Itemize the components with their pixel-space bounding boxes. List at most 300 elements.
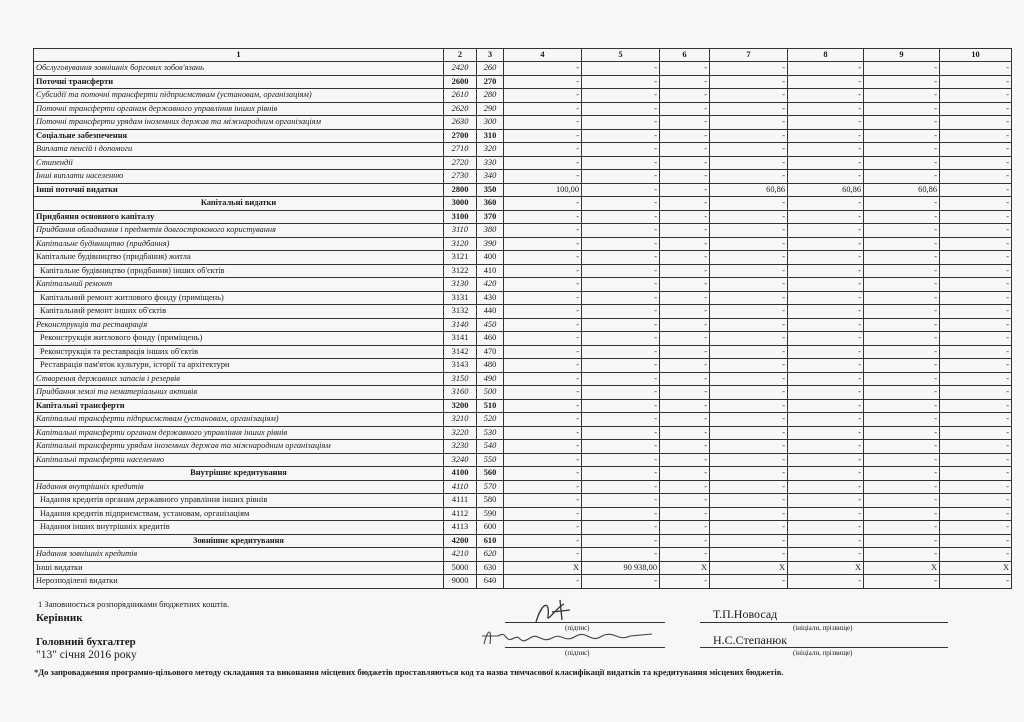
- row-code-kekv: 2630: [444, 116, 477, 130]
- row-code-line: 480: [477, 359, 504, 373]
- row-value: 90 938,00: [582, 561, 660, 575]
- row-name: Обслуговування зовнішніх боргових зобов'язань: [34, 62, 444, 76]
- table-row: [34, 561, 1012, 575]
- row-code-line: 570: [477, 480, 504, 494]
- row-value: -: [940, 332, 1012, 346]
- row-value: -: [788, 264, 864, 278]
- row-value: -: [710, 210, 788, 224]
- row-value: -: [582, 278, 660, 292]
- row-value: -: [582, 264, 660, 278]
- table-row: [34, 345, 1012, 359]
- row-value: -: [788, 62, 864, 76]
- row-code-kekv: 3110: [444, 224, 477, 238]
- table-row: [34, 467, 1012, 481]
- row-value: -: [864, 62, 940, 76]
- row-value: -: [788, 372, 864, 386]
- row-value: -: [788, 386, 864, 400]
- row-value: -: [582, 467, 660, 481]
- row-value: -: [660, 318, 710, 332]
- row-code-line: 530: [477, 426, 504, 440]
- row-value: -: [582, 210, 660, 224]
- row-code-line: 630: [477, 561, 504, 575]
- row-value: -: [582, 521, 660, 535]
- table-row: [34, 291, 1012, 305]
- row-code-kekv: 3160: [444, 386, 477, 400]
- row-value: -: [940, 102, 1012, 116]
- row-code-kekv: 4210: [444, 548, 477, 562]
- row-value: -: [582, 183, 660, 197]
- row-name: Капітальні трансферти: [34, 399, 444, 413]
- row-value: -: [660, 224, 710, 238]
- row-value: -: [660, 278, 710, 292]
- row-name: Зовнішнє кредитування: [34, 534, 444, 548]
- row-value: 60,86: [788, 183, 864, 197]
- row-code-line: 410: [477, 264, 504, 278]
- row-code-kekv: 3120: [444, 237, 477, 251]
- row-name: Поточні трансферти урядам іноземних держав та міжнародним організаціям: [34, 116, 444, 130]
- row-value: -: [940, 467, 1012, 481]
- row-value: -: [504, 170, 582, 184]
- classification-note: *До запровадження програмно-цільового методу складання та виконання місцевих бюджетів проставляються код та назва тимчасової класифікації видатків та кредитування місцевих бюджетів.: [34, 667, 784, 677]
- table-row: [34, 332, 1012, 346]
- row-value: -: [660, 480, 710, 494]
- row-value: -: [660, 548, 710, 562]
- row-code-kekv: 3140: [444, 318, 477, 332]
- row-value: -: [940, 143, 1012, 157]
- row-value: -: [710, 143, 788, 157]
- row-value: -: [504, 278, 582, 292]
- row-value: -: [504, 413, 582, 427]
- row-name: Інші поточні видатки: [34, 183, 444, 197]
- row-code-kekv: 4110: [444, 480, 477, 494]
- row-value: -: [504, 453, 582, 467]
- table-row: [34, 359, 1012, 373]
- row-value: -: [940, 75, 1012, 89]
- table-row: [34, 224, 1012, 238]
- row-value: -: [710, 507, 788, 521]
- row-value: -: [710, 534, 788, 548]
- row-code-kekv: 3130: [444, 278, 477, 292]
- row-name: Капітальні трансферти органам державного управління інших рівнів: [34, 426, 444, 440]
- row-value: -: [788, 345, 864, 359]
- row-code-line: 260: [477, 62, 504, 76]
- row-value: -: [940, 318, 1012, 332]
- row-code-line: 400: [477, 251, 504, 265]
- row-value: -: [940, 548, 1012, 562]
- row-value: -: [788, 548, 864, 562]
- row-value: -: [864, 197, 940, 211]
- row-value: -: [940, 129, 1012, 143]
- row-value: -: [660, 197, 710, 211]
- row-code-line: 290: [477, 102, 504, 116]
- row-value: -: [864, 386, 940, 400]
- row-value: -: [864, 129, 940, 143]
- row-value: -: [940, 197, 1012, 211]
- row-value: -: [710, 170, 788, 184]
- row-name: Капітальні трансферти підприємствам (установам, організаціям): [34, 413, 444, 427]
- row-code-line: 460: [477, 332, 504, 346]
- manager-signature-caption: (підпис): [565, 624, 590, 632]
- row-value: -: [864, 480, 940, 494]
- row-code-kekv: 4200: [444, 534, 477, 548]
- table-row: [34, 264, 1012, 278]
- row-value: -: [788, 291, 864, 305]
- table-row: [34, 480, 1012, 494]
- row-code-kekv: 3220: [444, 426, 477, 440]
- row-value: -: [504, 237, 582, 251]
- manager-name: Т.П.Новосад: [713, 607, 778, 621]
- row-name: Інші виплати населенню: [34, 170, 444, 184]
- row-value: -: [864, 440, 940, 454]
- row-value: -: [864, 494, 940, 508]
- row-value: -: [864, 89, 940, 103]
- row-code-kekv: 3210: [444, 413, 477, 427]
- row-value: -: [660, 129, 710, 143]
- row-value: -: [504, 89, 582, 103]
- row-value: -: [940, 521, 1012, 535]
- row-name: Капітальне будівництво (придбання): [34, 237, 444, 251]
- row-code-line: 430: [477, 291, 504, 305]
- row-value: -: [504, 197, 582, 211]
- row-value: -: [582, 480, 660, 494]
- row-value: -: [660, 264, 710, 278]
- row-code-line: 580: [477, 494, 504, 508]
- row-value: -: [660, 467, 710, 481]
- row-value: -: [710, 453, 788, 467]
- row-value: -: [504, 372, 582, 386]
- row-name: Капітальний ремонт інших об'єктів: [34, 305, 444, 319]
- row-value: -: [660, 305, 710, 319]
- table-row: [34, 305, 1012, 319]
- row-name: Капітальний ремонт житлового фонду (приміщень): [34, 291, 444, 305]
- row-name: Реконструкція житлового фонду (приміщень): [34, 332, 444, 346]
- row-value: -: [788, 575, 864, 589]
- table-row: [34, 521, 1012, 535]
- row-value: -: [940, 507, 1012, 521]
- row-value: -: [710, 197, 788, 211]
- row-value: -: [864, 507, 940, 521]
- manager-signature-line: [505, 622, 665, 623]
- table-row: [34, 318, 1012, 332]
- table-row: [34, 534, 1012, 548]
- row-value: -: [788, 480, 864, 494]
- row-name: Нерозподілені видатки: [34, 575, 444, 589]
- row-value: -: [864, 467, 940, 481]
- row-value: -: [940, 480, 1012, 494]
- row-name: Поточні трансферти органам державного управління інших рівнів: [34, 102, 444, 116]
- row-value: -: [660, 453, 710, 467]
- row-value: -: [660, 494, 710, 508]
- row-value: -: [660, 89, 710, 103]
- row-code-line: 300: [477, 116, 504, 130]
- row-value: -: [940, 291, 1012, 305]
- row-value: -: [710, 318, 788, 332]
- row-code-line: 600: [477, 521, 504, 535]
- row-value: -: [582, 116, 660, 130]
- row-code-kekv: 2610: [444, 89, 477, 103]
- table-row: [34, 116, 1012, 130]
- row-value: -: [788, 534, 864, 548]
- row-value: -: [710, 426, 788, 440]
- row-value: -: [788, 318, 864, 332]
- row-value: X: [940, 561, 1012, 575]
- row-value: -: [504, 62, 582, 76]
- row-value: -: [504, 224, 582, 238]
- row-value: -: [710, 237, 788, 251]
- row-code-line: 340: [477, 170, 504, 184]
- row-value: -: [582, 413, 660, 427]
- row-code-line: 620: [477, 548, 504, 562]
- row-value: -: [864, 237, 940, 251]
- row-value: -: [504, 480, 582, 494]
- header-cell: 3: [477, 49, 504, 62]
- row-value: -: [504, 521, 582, 535]
- row-name: Капітальні видатки: [34, 197, 444, 211]
- row-value: -: [710, 156, 788, 170]
- row-value: -: [582, 372, 660, 386]
- row-value: -: [582, 453, 660, 467]
- row-value: -: [504, 210, 582, 224]
- row-value: -: [660, 237, 710, 251]
- table-row: [34, 494, 1012, 508]
- row-value: -: [710, 440, 788, 454]
- row-value: -: [504, 75, 582, 89]
- row-value: -: [504, 251, 582, 265]
- row-value: -: [940, 156, 1012, 170]
- row-value: -: [504, 426, 582, 440]
- row-code-kekv: 3100: [444, 210, 477, 224]
- row-value: -: [788, 426, 864, 440]
- row-value: -: [504, 291, 582, 305]
- row-value: -: [660, 291, 710, 305]
- table-row: [34, 89, 1012, 103]
- row-code-line: 330: [477, 156, 504, 170]
- row-value: -: [504, 129, 582, 143]
- row-code-line: 310: [477, 129, 504, 143]
- header-cell: 8: [788, 49, 864, 62]
- row-value: -: [940, 116, 1012, 130]
- row-name: Реконструкція та реставрація: [34, 318, 444, 332]
- row-value: -: [710, 575, 788, 589]
- row-name: Створення державних запасів і резервів: [34, 372, 444, 386]
- row-value: -: [710, 251, 788, 265]
- row-code-kekv: 3240: [444, 453, 477, 467]
- row-value: -: [864, 75, 940, 89]
- row-code-line: 380: [477, 224, 504, 238]
- row-code-kekv: 2600: [444, 75, 477, 89]
- row-code-kekv: 3200: [444, 399, 477, 413]
- table-row: [34, 170, 1012, 184]
- row-value: -: [710, 548, 788, 562]
- expenditure-table: [33, 48, 1012, 589]
- row-code-line: 590: [477, 507, 504, 521]
- row-code-kekv: 3142: [444, 345, 477, 359]
- row-name: Поточні трансферти: [34, 75, 444, 89]
- row-value: -: [660, 359, 710, 373]
- row-code-kekv: 9000: [444, 575, 477, 589]
- row-value: -: [660, 507, 710, 521]
- row-value: -: [582, 575, 660, 589]
- row-code-kekv: 2800: [444, 183, 477, 197]
- row-value: -: [582, 386, 660, 400]
- row-value: -: [940, 89, 1012, 103]
- row-value: -: [864, 305, 940, 319]
- row-value: -: [582, 426, 660, 440]
- row-value: -: [660, 575, 710, 589]
- row-value: -: [788, 224, 864, 238]
- row-value: -: [582, 332, 660, 346]
- row-value: -: [582, 129, 660, 143]
- header-row: [34, 49, 1012, 62]
- table-row: [34, 197, 1012, 211]
- row-value: -: [710, 521, 788, 535]
- row-value: -: [864, 372, 940, 386]
- row-code-line: 520: [477, 413, 504, 427]
- row-value: -: [940, 62, 1012, 76]
- row-name: Реконструкція та реставрація інших об'єктів: [34, 345, 444, 359]
- accountant-signature-caption: (підпис): [565, 649, 590, 657]
- row-value: -: [940, 534, 1012, 548]
- row-value: -: [710, 359, 788, 373]
- table-row: [34, 413, 1012, 427]
- row-value: -: [504, 534, 582, 548]
- row-value: -: [940, 440, 1012, 454]
- row-value: -: [940, 426, 1012, 440]
- row-value: -: [710, 372, 788, 386]
- table-row: [34, 62, 1012, 76]
- row-value: -: [864, 521, 940, 535]
- row-value: -: [710, 62, 788, 76]
- row-value: -: [788, 170, 864, 184]
- row-name: Надання інших внутрішніх кредитів: [34, 521, 444, 535]
- row-code-line: 370: [477, 210, 504, 224]
- row-code-line: 360: [477, 197, 504, 211]
- row-value: 60,86: [864, 183, 940, 197]
- row-value: -: [710, 494, 788, 508]
- row-name: Надання внутрішніх кредитів: [34, 480, 444, 494]
- row-value: -: [582, 494, 660, 508]
- row-value: -: [660, 332, 710, 346]
- row-value: -: [940, 264, 1012, 278]
- row-value: -: [710, 264, 788, 278]
- table-row: [34, 386, 1012, 400]
- row-value: -: [582, 102, 660, 116]
- row-value: -: [788, 278, 864, 292]
- row-value: -: [582, 548, 660, 562]
- row-value: -: [582, 62, 660, 76]
- row-value: -: [660, 345, 710, 359]
- row-value: -: [864, 399, 940, 413]
- row-value: -: [788, 440, 864, 454]
- row-name: Інші видатки: [34, 561, 444, 575]
- row-value: -: [504, 143, 582, 157]
- row-value: -: [940, 575, 1012, 589]
- row-code-kekv: 2700: [444, 129, 477, 143]
- accountant-name-line: [700, 647, 948, 648]
- row-value: -: [788, 494, 864, 508]
- table-row: [34, 453, 1012, 467]
- row-value: 100,00: [504, 183, 582, 197]
- row-value: -: [864, 291, 940, 305]
- row-value: -: [660, 413, 710, 427]
- row-value: -: [504, 494, 582, 508]
- row-value: -: [582, 170, 660, 184]
- row-value: -: [788, 305, 864, 319]
- table-row: [34, 237, 1012, 251]
- row-value: -: [582, 156, 660, 170]
- table-row: [34, 426, 1012, 440]
- table-row: [34, 251, 1012, 265]
- row-code-line: 350: [477, 183, 504, 197]
- row-value: -: [864, 426, 940, 440]
- row-value: -: [582, 291, 660, 305]
- row-value: -: [582, 143, 660, 157]
- row-name: Субсидії та поточні трансферти підприємствам (установам, організаціям): [34, 89, 444, 103]
- row-value: -: [864, 156, 940, 170]
- row-name: Надання кредитів органам державного управління інших рівнів: [34, 494, 444, 508]
- row-value: -: [864, 278, 940, 292]
- row-value: -: [788, 116, 864, 130]
- row-value: -: [788, 156, 864, 170]
- row-code-kekv: 3131: [444, 291, 477, 305]
- row-value: -: [582, 399, 660, 413]
- row-value: -: [660, 116, 710, 130]
- row-value: -: [660, 426, 710, 440]
- row-code-line: 320: [477, 143, 504, 157]
- table-row: [34, 156, 1012, 170]
- accountant-name: Н.С.Степанюк: [713, 633, 788, 647]
- row-value: -: [504, 116, 582, 130]
- row-value: -: [582, 534, 660, 548]
- row-value: -: [940, 210, 1012, 224]
- row-code-kekv: 3132: [444, 305, 477, 319]
- row-value: -: [864, 264, 940, 278]
- table-row: [34, 575, 1012, 589]
- table-body: [34, 49, 1012, 589]
- table-row: [34, 548, 1012, 562]
- table-row: [34, 102, 1012, 116]
- row-value: -: [710, 345, 788, 359]
- row-value: -: [788, 413, 864, 427]
- row-value: -: [940, 494, 1012, 508]
- row-value: -: [788, 521, 864, 535]
- row-name: Стипендії: [34, 156, 444, 170]
- header-cell: 9: [864, 49, 940, 62]
- row-value: -: [660, 170, 710, 184]
- row-code-kekv: 2720: [444, 156, 477, 170]
- row-value: -: [940, 224, 1012, 238]
- row-value: -: [710, 291, 788, 305]
- accountant-label: Головний бухгалтер: [36, 636, 136, 648]
- row-code-line: 280: [477, 89, 504, 103]
- row-value: -: [660, 210, 710, 224]
- row-value: -: [788, 197, 864, 211]
- row-value: -: [504, 264, 582, 278]
- row-code-kekv: 4113: [444, 521, 477, 535]
- row-value: -: [864, 170, 940, 184]
- row-value: -: [660, 62, 710, 76]
- row-code-line: 640: [477, 575, 504, 589]
- row-name: Надання зовнішніх кредитів: [34, 548, 444, 562]
- row-code-line: 390: [477, 237, 504, 251]
- table-row: [34, 210, 1012, 224]
- row-value: -: [660, 440, 710, 454]
- row-value: -: [864, 210, 940, 224]
- row-value: -: [710, 89, 788, 103]
- row-name: Капітальне будівництво (придбання) житла: [34, 251, 444, 265]
- row-value: -: [504, 156, 582, 170]
- row-value: -: [582, 237, 660, 251]
